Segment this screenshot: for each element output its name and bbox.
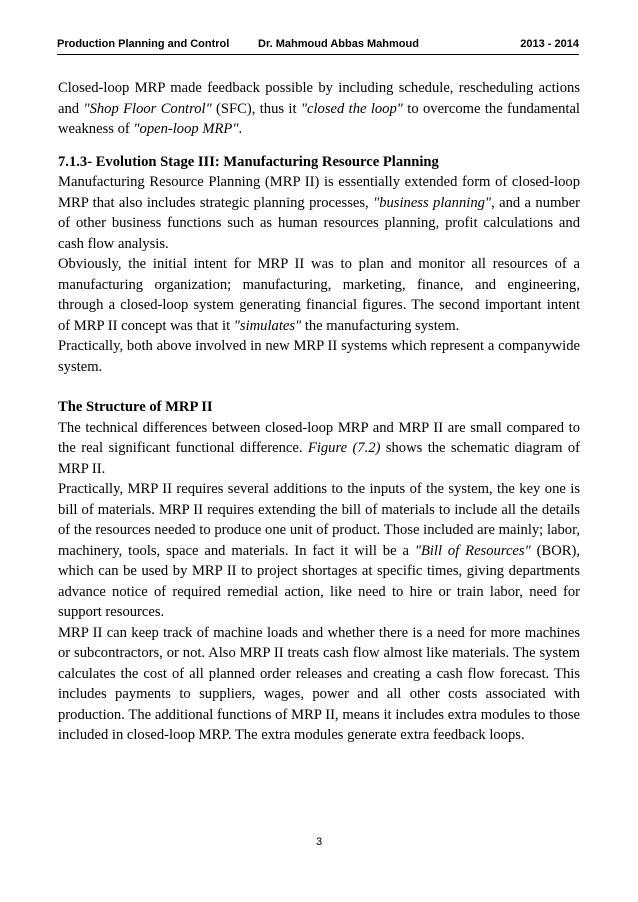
intro-paragraph: [58, 78, 580, 140]
intro-text-4: .: [238, 121, 243, 137]
structure-p1-text-1: The technical differences between closed-loop MRP and MRP II are small compared to the real significant functional difference.: [58, 419, 580, 456]
header-divider: [57, 54, 579, 55]
structure-p2-text-1: Practically, MRP II requires several additions to the inputs of the system, the key one is bill of materials. MRP II requires extending the bill of materials to include all the details of the resources needed to produce one unit of product. Those included are mainly; labor, machinery, tools, space and materials. In fact it will be a: [58, 481, 580, 559]
mrp2-p2-italic: "simulates": [233, 317, 302, 334]
header-author: Dr. Mahmoud Abbas Mahmoud: [258, 38, 419, 50]
intro-text-3: to overcome the fundamental weakness of: [58, 100, 580, 137]
mrp2-p2-text-2: the manufacturing system.: [301, 317, 460, 334]
intro-text-2: (SFC), thus it: [211, 100, 301, 117]
mrp2-p2-text-1: Obviously, the initial intent for MRP II was to plan and monitor all resources of a manufacturing organization; manufacturing, marketing, finance, and engineering, through a closed-loop system generating financial figures. The second important intent of MRP II concept was that it: [58, 256, 580, 334]
mrp2-p1-text-1: Manufacturing Resource Planning (MRP II) is essentially extended form of closed-loop MRP that also includes strategic planning processes,: [58, 174, 580, 211]
mrp2-p1-italic: "business planning": [373, 194, 492, 211]
spacer: [58, 377, 580, 397]
spacer: [58, 140, 580, 152]
structure-p2-text-2: (BOR), which can be used by MRP II to project shortages at specific times, giving departments advance notice of required remedial action, like need to hire or train labor, need for support resources.: [58, 542, 580, 620]
intro-italic-3: "open-loop MRP": [133, 121, 239, 137]
page-number: 3: [315, 836, 323, 848]
mrp2-paragraph-2: [58, 254, 580, 336]
intro-italic-2: "closed the loop": [300, 100, 403, 117]
page-body: [58, 78, 580, 746]
header-year: 2013 - 2014: [520, 38, 579, 50]
figure-reference: Figure (7.2): [307, 440, 381, 456]
structure-paragraph-1: [58, 418, 580, 480]
intro-italic-1: "Shop Floor Control": [83, 100, 212, 117]
structure-paragraph-3: MRP II can keep track of machine loads and whether there is a need for more machines or subcontractors, or not. Also MRP II treats cash flow almost like materials. The system calculates the cost of all planned order releases and creating a cash flow forecast. This includes payments to suppliers, wages, power and all other costs associated with production. The additional functions of MRP II, means it includes extra modules to those included in closed-loop MRP. The extra modules generate extra feedback loops.: [58, 624, 580, 743]
mrp2-paragraph-1: [58, 172, 580, 254]
section-heading-mrp2: 7.1.3- Evolution Stage III: Manufacturing Resource Planning: [58, 153, 439, 170]
mrp2-paragraph-3: Practically, both above involved in new MRP II systems which represent a companywide system.: [58, 338, 580, 375]
structure-p2-italic: "Bill of Resources": [414, 542, 531, 559]
section-heading-structure: The Structure of MRP II: [58, 399, 213, 415]
structure-paragraph-2: [58, 479, 580, 623]
mrp2-p1-text-2: , and a number of other business functions such as human resources planning, profit calculations and cash flow analysis.: [58, 194, 580, 252]
intro-text-1: Closed-loop MRP made feedback possible by including schedule, rescheduling actions and: [58, 80, 580, 117]
structure-p1-text-2: shows the schematic diagram of MRP II.: [58, 440, 580, 477]
header-course-title: Production Planning and Control: [57, 38, 230, 50]
